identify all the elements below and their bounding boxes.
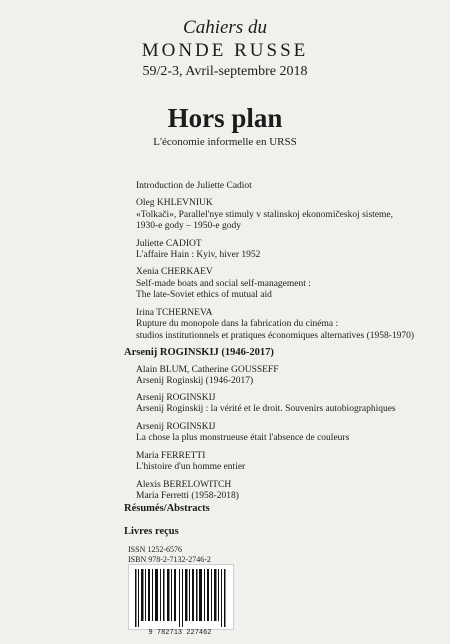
- livres-heading: Livres reçus: [124, 526, 179, 537]
- toc-line: Arsenij Roginskij (1946-2017): [136, 376, 254, 386]
- toc-line: Alain BLUM, Catherine GOUSSEFF: [136, 365, 279, 375]
- toc-line: Maria FERRETTI: [136, 451, 206, 461]
- toc-line: 1930-e gody – 1950-e gody: [136, 221, 242, 231]
- barcode-bars-icon: [129, 565, 233, 629]
- barcode-number: 9 782713 227462: [148, 629, 212, 637]
- journal-name-line1: Cahiers du: [183, 17, 267, 38]
- toc-line: The late-Soviet ethics of mutual aid: [136, 290, 272, 300]
- toc-line: Xenia CHERKAEV: [136, 267, 213, 277]
- toc-line: Alexis BERELOWITCH: [136, 480, 232, 490]
- toc-line: Arsenij ROGINSKIJ: [136, 422, 216, 432]
- toc-line: Introduction de Juliette Cadiot: [136, 181, 252, 191]
- issue-title: Hors plan: [167, 103, 283, 133]
- journal-issue: 59/2-3, Avril-septembre 2018: [142, 64, 308, 79]
- journal-name-line2: MONDE RUSSE: [141, 40, 309, 61]
- resumes-heading: Résumés/Abstracts: [124, 503, 210, 514]
- toc-line: L'histoire d'un homme entier: [136, 462, 246, 472]
- toc-line: Maria Ferretti (1958-2018): [136, 491, 239, 501]
- isbn-text: ISBN 978-2-7132-2746-2: [128, 555, 211, 564]
- issn-text: ISSN 1252-6576: [128, 545, 183, 554]
- toc-line: L'affaire Hain : Kyiv, hiver 1952: [136, 250, 261, 260]
- toc-line: Self-made boats and social self-management :: [136, 279, 311, 289]
- toc-line: Arsenij Roginskij : la vérité et le droit. Souvenirs autobiographiques: [136, 404, 396, 414]
- section-heading: Arsenij ROGINSKIJ (1946-2017): [124, 347, 274, 358]
- issue-subtitle: L'économie informelle en URSS: [153, 136, 297, 148]
- toc-line: Juliette CADIOT: [136, 239, 202, 249]
- toc-line: La chose la plus monstrueuse était l'absence de couleurs: [136, 433, 350, 443]
- toc-line: «Tolkači», Parallel'nye stimuly v stalinskoj ekonomičeskoj sisteme,: [136, 210, 393, 220]
- barcode: [128, 564, 234, 630]
- toc-line: Irina TCHERNEVA: [136, 308, 213, 318]
- toc-line: Oleg KHLEVNIUK: [136, 198, 213, 208]
- toc-line: studios institutionnels et pratiques économiques alternatives (1958-1970): [136, 331, 415, 341]
- toc-line: Arsenij ROGINSKIJ: [136, 393, 216, 403]
- toc-line: Rupture du monopole dans la fabrication du cinéma :: [136, 319, 339, 329]
